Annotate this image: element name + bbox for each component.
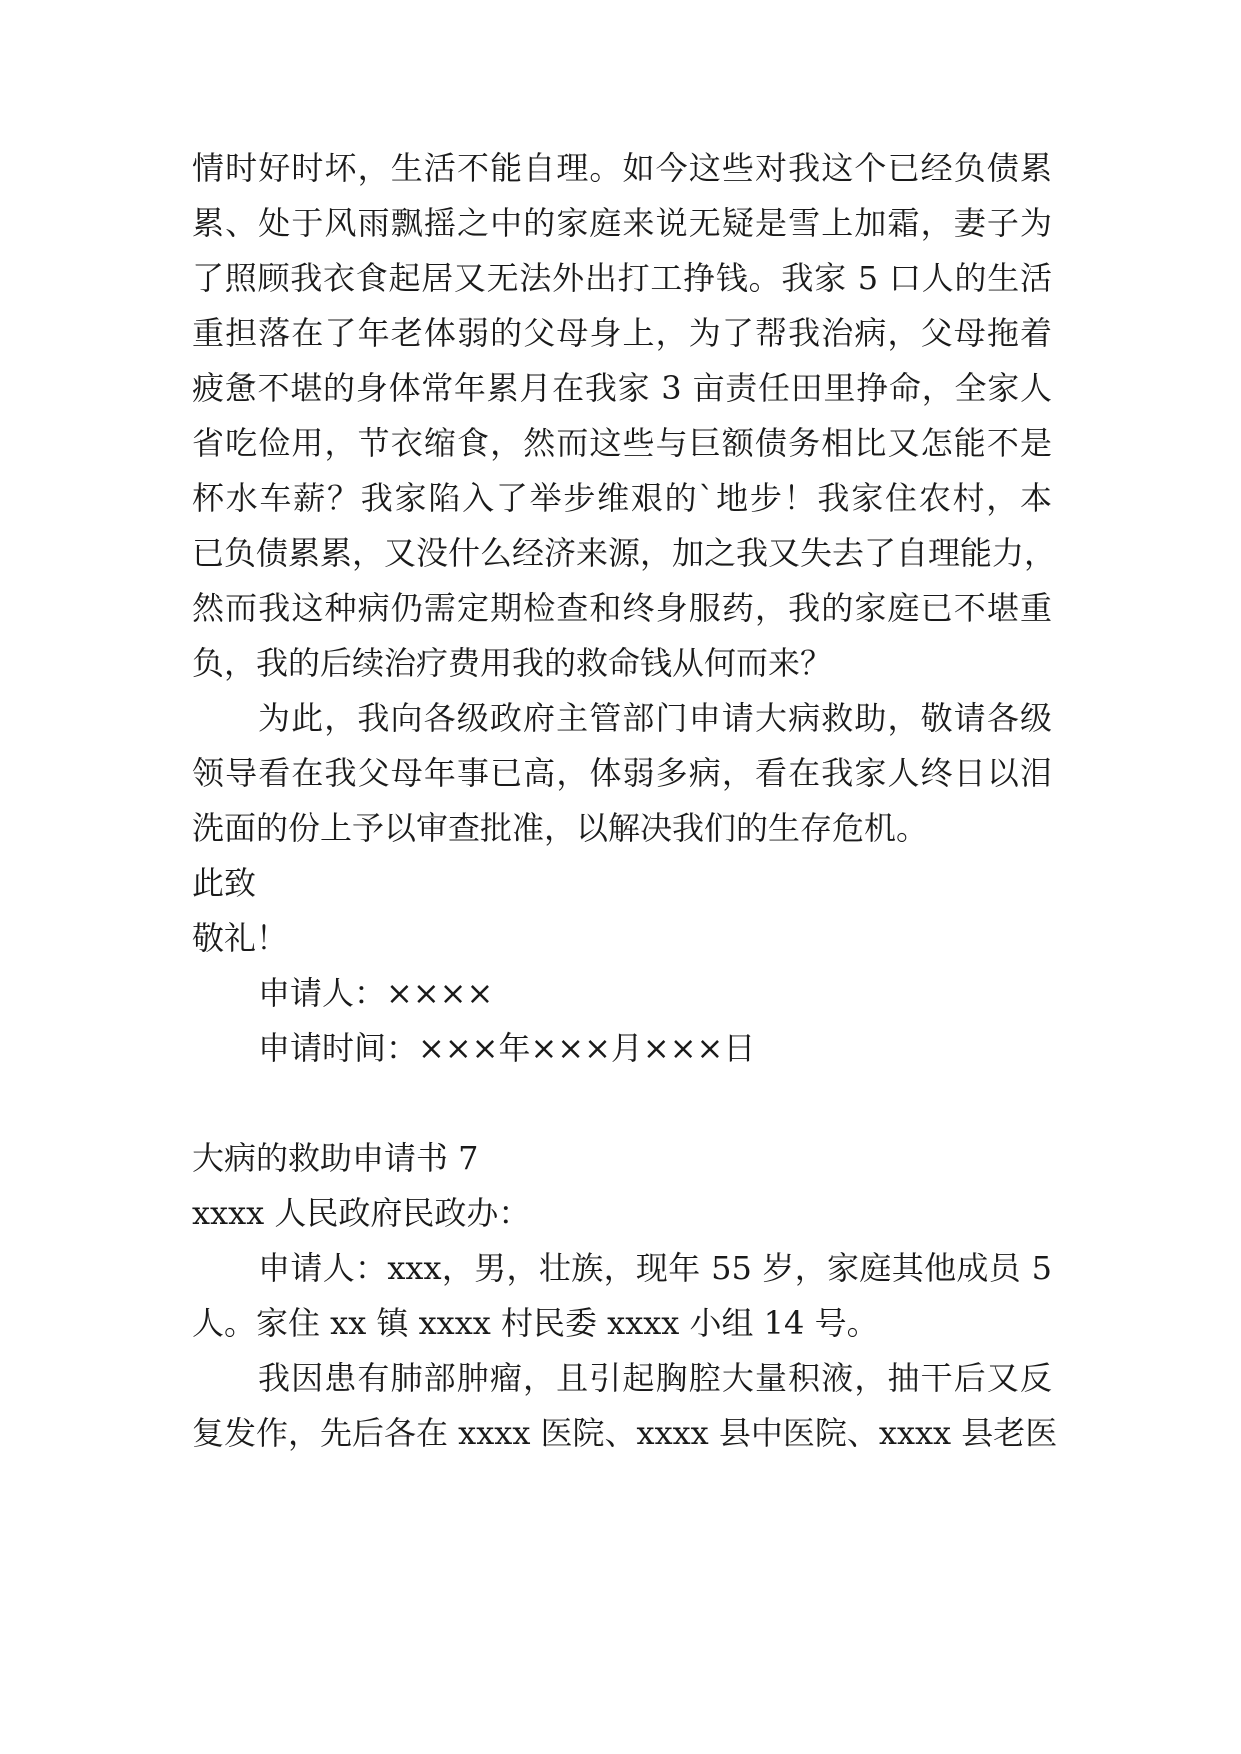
paragraph-line: 重担落在了年老体弱的父母身上，为了帮我治病，父母拖着 bbox=[192, 314, 1052, 352]
paragraph-line: 为此，我向各级政府主管部门申请大病救助，敬请各级 bbox=[258, 699, 1052, 737]
closing-line: 此致 bbox=[192, 864, 257, 902]
paragraph-line: 人。家住 xx 镇 xxxx 村民委 xxxx 小组 14 号。 bbox=[192, 1304, 879, 1342]
paragraph-line: 了照顾我衣食起居又无法外出打工挣钱。我家 5 口人的生活 bbox=[192, 259, 1052, 297]
paragraph-line: 疲惫不堪的身体常年累月在我家 3 亩责任田里挣命，全家人 bbox=[192, 369, 1052, 407]
addressee: xxxx 人民政府民政办： bbox=[192, 1194, 531, 1232]
paragraph-line: 洗面的份上予以审查批准，以解决我们的生存危机。 bbox=[192, 809, 929, 847]
paragraph-line: 省吃俭用，节衣缩食，然而这些与巨额债务相比又怎能不是 bbox=[192, 424, 1052, 462]
applicant-signature: 申请人：×××× bbox=[258, 974, 494, 1012]
paragraph-line: 累、处于风雨飘摇之中的家庭来说无疑是雪上加霜，妻子为 bbox=[192, 204, 1052, 242]
paragraph-line: 负，我的后续治疗费用我的救命钱从何而来？ bbox=[192, 644, 833, 682]
paragraph-line: 复发作，先后各在 xxxx 医院、xxxx 县中医院、xxxx 县老医 bbox=[192, 1414, 1058, 1452]
paragraph-line: 申请人：xxx，男，壮族，现年 55 岁，家庭其他成员 5 bbox=[258, 1249, 1052, 1287]
paragraph-line: 我因患有肺部肿瘤，且引起胸腔大量积液，抽干后又反 bbox=[258, 1359, 1052, 1397]
application-date: 申请时间：×××年×××月×××日 bbox=[258, 1029, 756, 1067]
paragraph-line: 杯水车薪？我家陷入了举步维艰的`地步！我家住农村，本 bbox=[192, 479, 1052, 517]
closing-line: 敬礼！ bbox=[192, 919, 289, 957]
paragraph-line: 然而我这种病仍需定期检查和终身服药，我的家庭已不堪重 bbox=[192, 589, 1052, 627]
paragraph-line: 领导看在我父母年事已高，体弱多病，看在我家人终日以泪 bbox=[192, 754, 1052, 792]
paragraph-line: 情时好时坏，生活不能自理。如今这些对我这个已经负债累 bbox=[192, 149, 1052, 187]
paragraph-line: 已负债累累，又没什么经济来源，加之我又失去了自理能力， bbox=[192, 534, 1057, 572]
section-title: 大病的救助申请书 7 bbox=[192, 1139, 479, 1177]
